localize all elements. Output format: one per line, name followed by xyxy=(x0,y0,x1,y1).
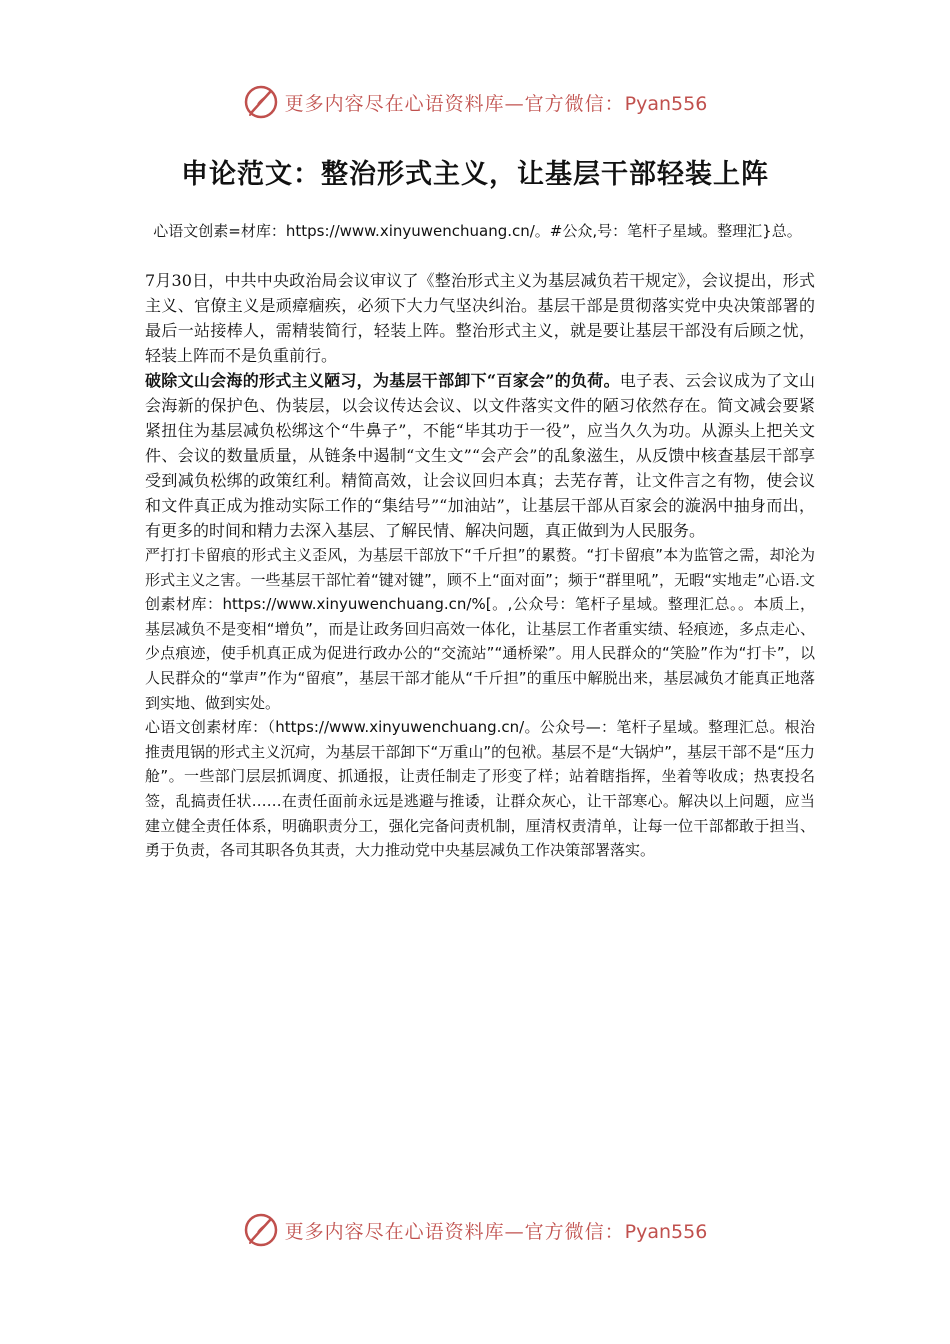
paragraph-meetings xyxy=(145,368,815,543)
header-watermark-banner xyxy=(0,80,950,124)
paragraph-text: 7月30日，中共中央政治局会议审议了《整治形式主义为基层减负若干规定》，会议提出，形式主义、官僚主义是顽瘴痼疾，必须下大力气坚决纠治。基层干部是贯彻落实党中央决策部署的最后一站接棒人，需精装简行，轻装上阵。整治形式主义，就是要让基层干部没有后顾之忧，轻装上阵而不是负重前行。 xyxy=(145,271,815,365)
watermark-text-cn: 更多内容尽在心语资料库—官方微信： xyxy=(284,92,625,115)
watermark-wechat-id: Pyan556 xyxy=(624,1220,708,1243)
watermark-text xyxy=(285,1217,708,1244)
paragraph-text: 电子表、云会议成为了文山会海新的保护色、伪装层，以会议传达会议、以文件落实文件的陋习依然存在。简文减会要紧紧扭住为基层减负松绑这个“牛鼻子”，不能“毕其功于一役”，应当久久为功。从源头上把关文件、会议的数量质量，从链条中遏制“文生文”“会产会”的乱象滋生，从反馈中核查基层干部享受到减负松绑的政策红利。精简高效，让会议回归本真；去芜存菁，让文件言之有物，使会议和文件真正成为推动实际工作的“集结号”“加油站”，让基层干部从百家会的漩涡中抽身而出，有更多的时间和精力去深入基层、了解民情、解决问题，真正做到为人民服务。 xyxy=(145,371,815,540)
source-note: 心语文创素=材库：https://www.xinyuwenchuang.cn/。#公众,号：笔杆子星域。整理汇}总。 xyxy=(153,222,802,240)
paragraph-lead-heading: 破除文山会海的形式主义陋习，为基层干部卸下“百家会”的负荷。 xyxy=(145,371,620,390)
watermark-text xyxy=(285,89,708,116)
paragraph-intro xyxy=(145,268,815,368)
paragraph-text: 严打打卡留痕的形式主义歪风，为基层干部放下“千斤担”的累赘。“打卡留痕”本为监管之需，却沦为形式主义之害。一些基层干部忙着“键对键”，顾不上“面对面”；频于“群里吼”，无暇“实地走”心语.文创素材库：https://www.xinyuwenchuang.cn/%[。,公众号：笔杆子星域。整理汇总。。本质上，基层减负不是变相“增负”，而是让政务回归高效一体化，让基层工作者重实绩、轻痕迹，多点走心、少点痕迹，使手机真正成为促进行政办公的“交流站”“通桥梁”。用人民群众的“笑脸”作为“打卡”，以人民群众的“掌声”作为“留痕”，基层干部才能从“千斤担”的重压中解脱出来，基层减负才能真正地落到实地、做到实处。 xyxy=(145,546,815,712)
article-body xyxy=(145,268,815,863)
paragraph-check-in xyxy=(145,543,815,715)
paragraph-text: 心语文创素材库：（https://www.xinyuwenchuang.cn/。公众号—：笔杆子星域。整理汇总。根治推责甩锅的形式主义沉疴，为基层干部卸下“万重山”的包袱。基层不是“大锅炉”，基层干部不是“压力舱”。一些部门层层抓调度、抓通报，让责任制走了形变了样；站着瞎指挥，坐着等收成；热衷投名签，乱搞责任状……在责任面前永远是逃避与推诿，让群众灰心，让干部寒心。解决以上问题，应当建立健全责任体系，明确职责分工，强化完备问责机制，厘清权责清单，让每一位干部都敢于担当、勇于负责，各司其职各负其责，大力推动党中央基层减负工作决策部署落实。 xyxy=(145,718,815,860)
quill-logo-icon xyxy=(243,84,279,120)
quill-logo-icon xyxy=(243,1212,279,1248)
watermark-wechat-id: Pyan556 xyxy=(624,92,708,115)
page-title: 申论范文：整治形式主义，让基层干部轻装上阵 xyxy=(181,159,769,190)
footer-watermark-banner xyxy=(0,1208,950,1252)
paragraph-responsibility xyxy=(145,715,815,863)
watermark-text-cn: 更多内容尽在心语资料库—官方微信： xyxy=(284,1220,625,1243)
